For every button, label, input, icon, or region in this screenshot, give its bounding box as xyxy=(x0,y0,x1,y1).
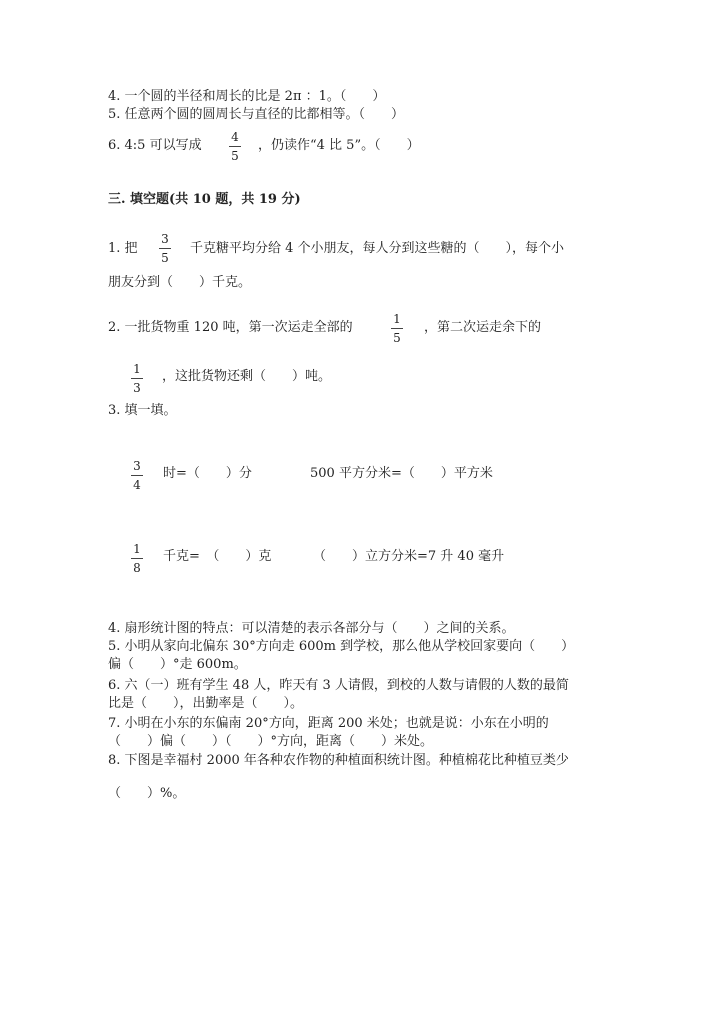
numerator: 4 xyxy=(231,130,239,144)
judge-q6-text: 6. 4:5 可以写成 xyxy=(108,138,202,153)
numerator: 3 xyxy=(133,459,141,473)
numerator: 1 xyxy=(133,542,141,556)
fill-q5-line2: 偏（ ）°走 600m。 xyxy=(108,657,247,672)
fill-q2-mid: ，第二次运走余下的 xyxy=(424,320,542,335)
fill-q3-item-d: （ ）立方分米=7 升 40 毫升 xyxy=(313,549,505,564)
fill-q1-tail: 千克糖平均分给 4 个小朋友，每人分到这些糖的（ ），每个小 xyxy=(190,241,565,256)
fraction-bar xyxy=(131,475,143,476)
fill-q5-line1: 5. 小明从家向北偏东 30°方向走 600m 到学校，那么他从学校回家要向（ ） xyxy=(108,639,575,654)
denominator: 4 xyxy=(133,478,141,492)
fraction-bar xyxy=(131,378,143,379)
judge-q4: 4. 一个圆的半径和周长的比是 2π ：1。（ ） xyxy=(108,89,386,104)
numerator: 3 xyxy=(161,232,169,246)
fill-q7-line1: 7. 小明在小东的东偏南 20°方向，距离 200 米处；也就是说：小东在小明的 xyxy=(108,716,549,731)
fraction-three-quarters xyxy=(130,460,144,492)
fill-q1-text: 1. 把 xyxy=(108,241,138,256)
fraction-one-fifth xyxy=(390,313,404,345)
fraction-one-eighth xyxy=(130,543,144,575)
fill-q4: 4. 扇形统计图的特点：可以清楚的表示各部分与（ ）之间的关系。 xyxy=(108,621,515,636)
numerator: 1 xyxy=(133,362,141,376)
fill-q6-line2: 比是（ ），出勤率是（ ）。 xyxy=(108,696,304,711)
fraction-bar xyxy=(391,328,403,329)
fill-q1-line2: 朋友分到（ ）千克。 xyxy=(108,275,252,290)
denominator: 5 xyxy=(393,331,401,345)
numerator: 1 xyxy=(393,312,401,326)
fill-q8-line2: （ ）%。 xyxy=(108,786,186,801)
fill-q3-item-b: 500 平方分米=（ ）平方米 xyxy=(310,466,493,481)
denominator: 5 xyxy=(161,251,169,265)
denominator: 5 xyxy=(231,149,239,163)
fill-q8-line1: 8. 下图是幸福村 2000 年各种农作物的种植面积统计图。种植棉花比种植豆类少 xyxy=(108,753,569,768)
judge-q5: 5. 任意两个圆的圆周长与直径的比都相等。（ ） xyxy=(108,107,405,122)
fill-q2-tail: ，这批货物还剩（ ）吨。 xyxy=(162,369,332,384)
fill-q7-line2: （ ）偏（ ）（ ）°方向，距离（ ）米处。 xyxy=(108,734,434,749)
judge-q6-tail: ，仍读作“4 比 5”。（ ） xyxy=(258,138,420,153)
fraction-one-third xyxy=(130,363,144,395)
fraction-three-fifths xyxy=(158,233,172,265)
fill-q3-title: 3. 填一填。 xyxy=(108,403,177,418)
denominator: 3 xyxy=(133,381,141,395)
fill-q2-text: 2. 一批货物重 120 吨，第一次运走全部的 xyxy=(108,320,353,335)
fill-q3-item-c: 千克= （ ）克 xyxy=(163,549,272,564)
section-heading: 三. 填空题(共 10 题，共 19 分) xyxy=(108,192,301,207)
denominator: 8 xyxy=(133,561,141,575)
fraction-bar xyxy=(229,146,241,147)
fraction-four-fifths xyxy=(228,131,242,163)
fraction-bar xyxy=(159,248,171,249)
fill-q6-line1: 6. 六（一）班有学生 48 人，昨天有 3 人请假，到校的人数与请假的人数的最简 xyxy=(108,678,569,693)
fraction-bar xyxy=(131,558,143,559)
fill-q3-item-a: 时=（ ）分 xyxy=(163,466,252,481)
